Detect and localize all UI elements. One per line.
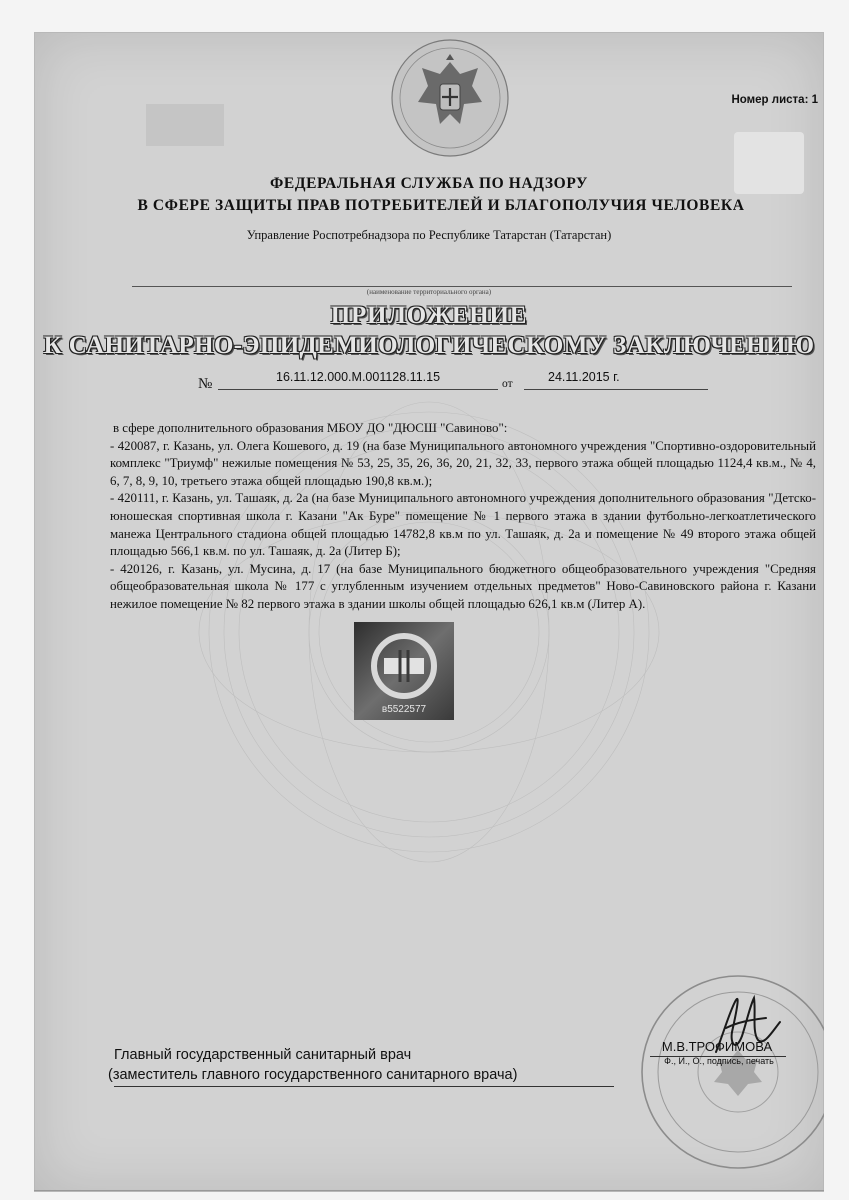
deputy-doctor-title: (заместитель главного государственного санитарного врача) — [108, 1067, 518, 1083]
document-sheet — [34, 32, 824, 1192]
body-paragraph-address-3: - 420126, г. Казань, ул. Мусина, д. 17 (на базе Муниципального бюджетного общеобразовательного учреждения "Средняя общеобразовательная школа № 177 с углубленным изучением отдельных предметов" Ново-Савиновского района г. Казани нежилое помещение № 82 первого этажа в здании школы общей площадью 626,1 кв.м (Литер А). — [110, 561, 816, 611]
regional-office: Управление Роспотребнадзора по Республике Татарстан (Татарстан) — [246, 228, 612, 242]
office-caption: (наименование территориального органа) — [366, 288, 492, 296]
page-number-label: Номер листа: 1 — [731, 94, 818, 106]
document-title-line2: К САНИТАРНО-ЭПИДЕМИОЛОГИЧЕСКОМУ ЗАКЛЮЧЕНИЮ — [43, 332, 815, 359]
document-title-line1: ПРИЛОЖЕНИЕ — [330, 302, 528, 329]
signer-name: М.В.ТРОФИМОВА — [661, 1039, 773, 1054]
agency-title-line2: В СФЕРЕ ЗАЩИТЫ ПРАВ ПОТРЕБИТЕЛЕЙ И БЛАГОПОЛУЧИЯ ЧЕЛОВЕКА — [137, 197, 745, 214]
gray-pattern-box-left — [146, 104, 224, 146]
number-underline — [218, 389, 498, 390]
body-paragraph-address-1: - 420087, г. Казань, ул. Олега Кошевого, д. 19 (на базе Муниципального автономного учреждения "Спортивно-оздоровительный комплекс "Триумф" нежилые помещения № 53, 25, 35, 26, 36, 20, 21, 32, 33, первого этажа общей площадью 1124,4 кв.м., № 4, 6, 7, 8, 9, 10, третьего этажа общей площадью 190,8 кв.м.); — [110, 438, 816, 488]
bottom-border — [34, 1190, 824, 1191]
signer-caption: Ф., И., О., подпись, печать — [664, 1056, 774, 1066]
double-headed-eagle-emblem-icon — [390, 32, 510, 164]
conclusion-number: 16.11.12.000.М.001128.11.15 — [276, 370, 441, 384]
date-from-label: от — [502, 378, 513, 390]
footer-underline — [114, 1086, 614, 1087]
conclusion-date: 24.11.2015 г. — [548, 370, 620, 384]
date-underline — [524, 389, 708, 390]
hologram-seal-icon — [354, 622, 454, 720]
number-date-line — [198, 370, 698, 392]
body-paragraph-address-2: - 420111, г. Казань, ул. Ташаяк, д. 2а (на базе Муниципального автономного учреждения дополнительного образования "Детско-юношеская спортивная школа г. Казани "Ак Буре" помещение № 1 первого этажа в здании футбольно-легкоатлетического манежа Центрального стадиона общей площадью 14782,8 кв.м по ул. Ташаяк, д. 2а и помещение № 49 второго этажа общей площадью 566,1 кв.м. по ул. Ташаяк, д. 2а (Литер Б); — [110, 491, 816, 559]
number-sign: № — [198, 376, 213, 392]
body-paragraph-intro: в сфере дополнительного образования МБОУ ДО "ДЮСШ "Савиново": — [113, 421, 508, 435]
chief-doctor-title: Главный государственный санитарный врач — [114, 1047, 412, 1063]
office-underline — [132, 286, 792, 287]
agency-title-line1: ФЕДЕРАЛЬНАЯ СЛУЖБА ПО НАДЗОРУ — [270, 175, 588, 192]
body-text — [110, 420, 816, 614]
hologram-number: в5522577 — [381, 704, 427, 715]
